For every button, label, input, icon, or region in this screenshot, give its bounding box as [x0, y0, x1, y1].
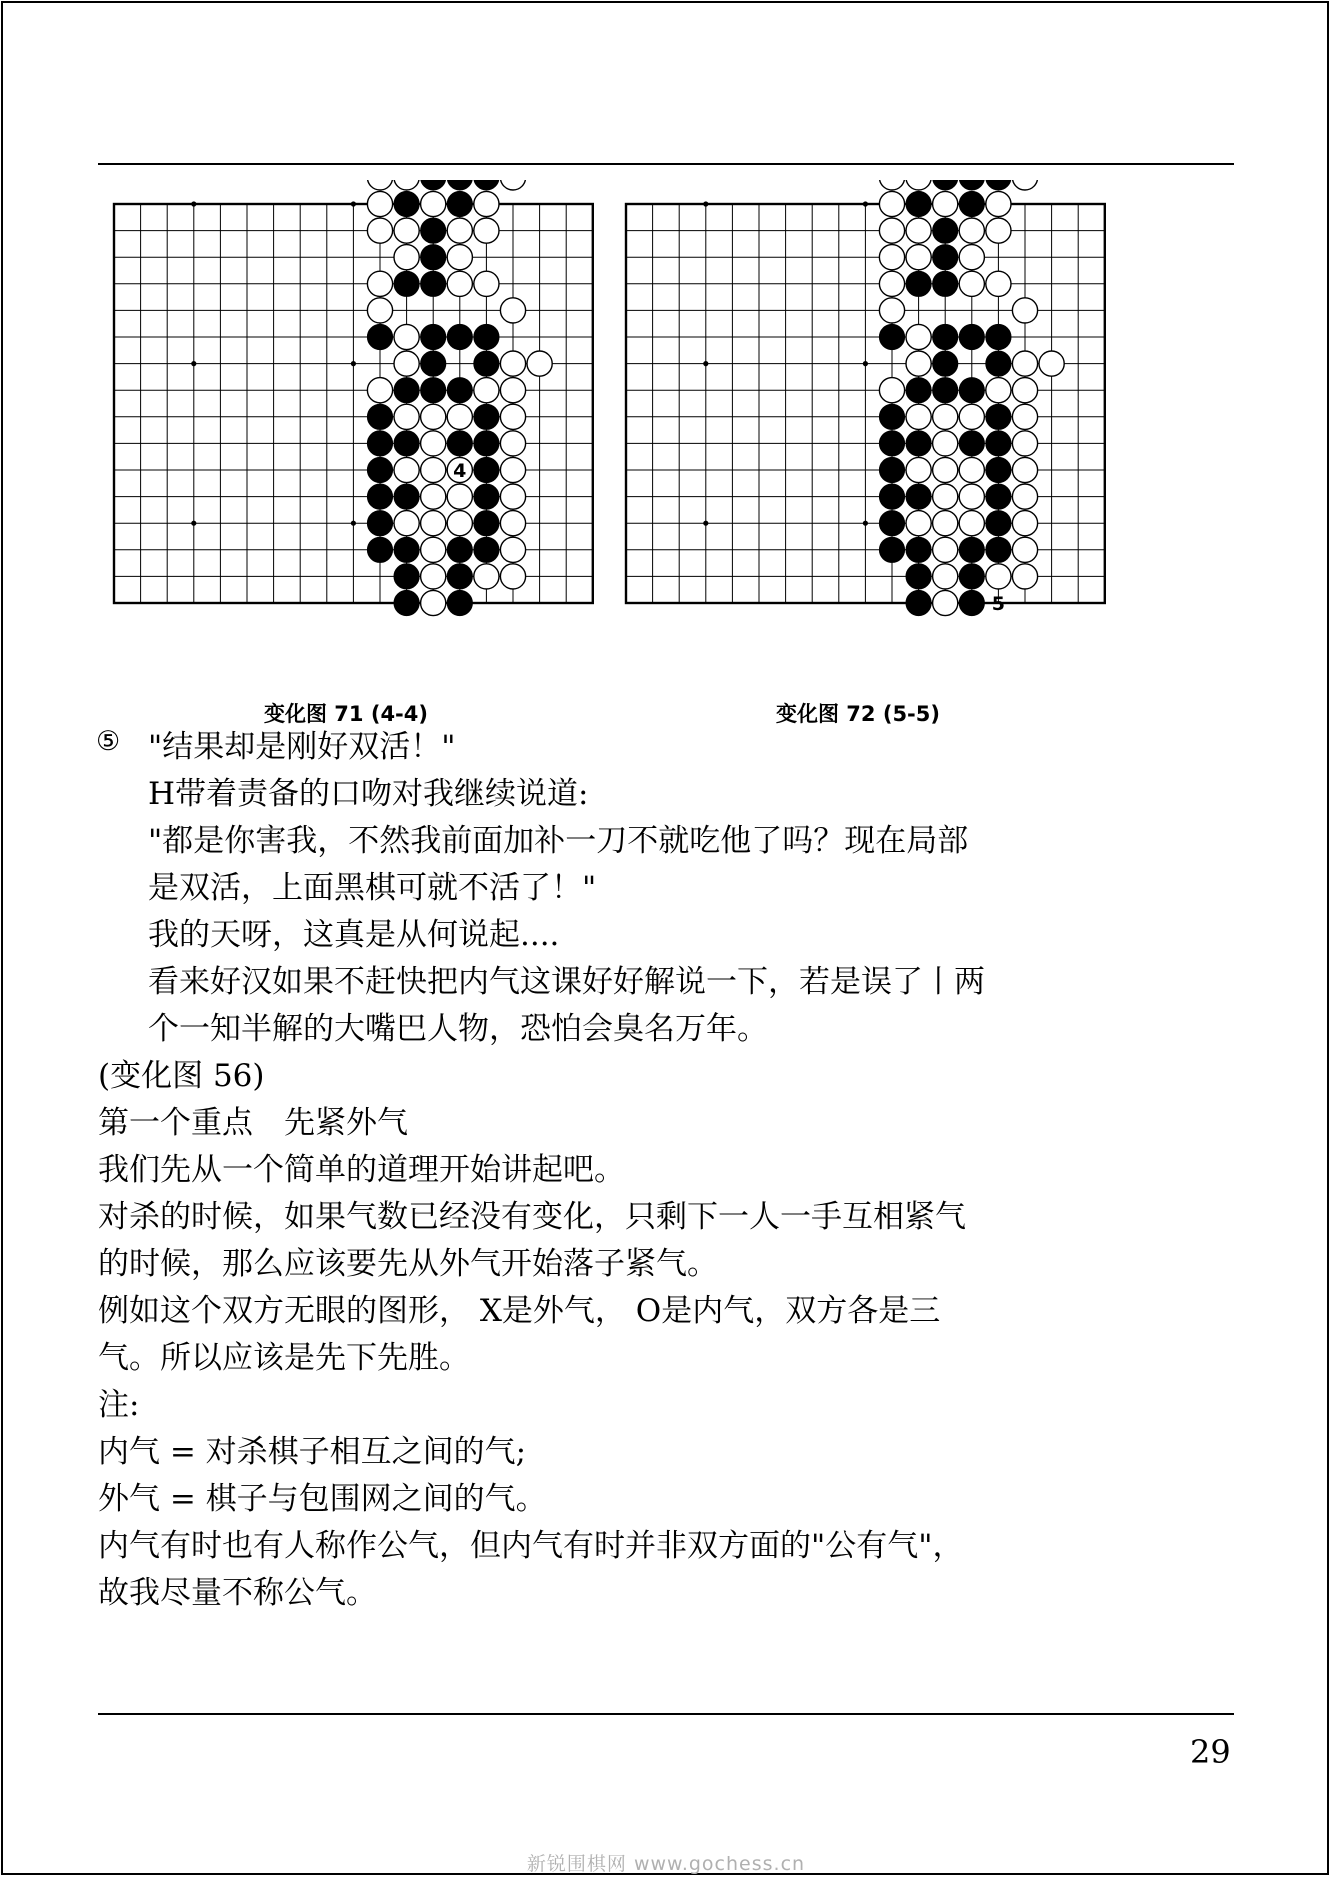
white-stone [933, 564, 958, 589]
white-stone [447, 484, 472, 509]
black-stone [421, 378, 446, 403]
white-stone [500, 431, 525, 456]
black-stone [447, 191, 472, 216]
white-stone [421, 564, 446, 589]
top-rule [98, 163, 1234, 165]
black-stone [474, 351, 499, 376]
white-stone [959, 457, 984, 482]
black-stone [367, 324, 392, 349]
star-point [191, 521, 196, 526]
white-stone [367, 271, 392, 296]
white-stone [879, 245, 904, 270]
black-stone [906, 484, 931, 509]
black-stone [367, 457, 392, 482]
white-stone [394, 457, 419, 482]
body-line: 例如这个双方无眼的图形， X是外气， O是内气，双方各是三 [98, 1293, 941, 1329]
white-stone [906, 180, 931, 190]
black-stone [986, 180, 1011, 190]
black-stone [986, 351, 1011, 376]
black-stone [474, 511, 499, 536]
go-board-figure-71 [98, 180, 598, 692]
body-line: 我们先从一个简单的道理开始讲起吧。 [98, 1152, 625, 1188]
black-stone [447, 431, 472, 456]
white-stone [986, 271, 1011, 296]
white-stone [447, 271, 472, 296]
black-stone [986, 484, 1011, 509]
black-stone [367, 537, 392, 562]
black-stone [421, 324, 446, 349]
body-line: 故我尽量不称公气。 [98, 1575, 377, 1611]
white-stone [906, 511, 931, 536]
black-stone [367, 431, 392, 456]
body-line: 的时候，那么应该要先从外气开始落子紧气。 [98, 1246, 718, 1282]
star-point [351, 201, 356, 206]
white-stone [959, 218, 984, 243]
white-stone [367, 298, 392, 323]
black-stone [394, 537, 419, 562]
star-point [351, 361, 356, 366]
white-stone [959, 404, 984, 429]
white-stone [986, 564, 1011, 589]
star-point [703, 521, 708, 526]
white-stone [959, 271, 984, 296]
black-stone [394, 271, 419, 296]
white-stone [367, 191, 392, 216]
white-stone [500, 564, 525, 589]
black-stone [394, 564, 419, 589]
white-stone [394, 404, 419, 429]
note-label: 注: [98, 1387, 140, 1423]
white-stone [1012, 564, 1037, 589]
body-line: 内气有时也有人称作公气，但内气有时并非双方面的"公有气"， [98, 1528, 964, 1564]
black-stone [367, 404, 392, 429]
white-stone [906, 324, 931, 349]
black-stone [906, 564, 931, 589]
definition-line: 内气 = 对杀棋子相互之间的气; [98, 1434, 527, 1470]
white-stone [906, 457, 931, 482]
white-stone [394, 511, 419, 536]
black-stone [447, 180, 472, 190]
narration-line: 个一知半解的大嘴巴人物，恐怕会臭名万年。 [148, 1011, 768, 1047]
black-stone [959, 180, 984, 190]
white-stone [527, 351, 552, 376]
white-stone [500, 537, 525, 562]
black-stone [447, 564, 472, 589]
white-stone [879, 180, 904, 190]
white-stone [1039, 351, 1064, 376]
white-stone [879, 218, 904, 243]
white-stone [367, 218, 392, 243]
body-line: 气。所以应该是先下先胜。 [98, 1340, 470, 1376]
black-stone [474, 484, 499, 509]
section-heading: 第一个重点 先紧外气 [98, 1105, 408, 1141]
black-stone [933, 271, 958, 296]
star-point [863, 521, 868, 526]
white-stone [474, 564, 499, 589]
white-stone [933, 511, 958, 536]
black-stone [421, 271, 446, 296]
black-stone [986, 511, 1011, 536]
go-board-figure-72 [610, 180, 1110, 692]
black-stone [959, 537, 984, 562]
white-stone [986, 378, 1011, 403]
white-stone [879, 271, 904, 296]
white-stone [447, 245, 472, 270]
white-stone [1012, 431, 1037, 456]
black-stone [959, 378, 984, 403]
white-stone [1012, 511, 1037, 536]
black-stone [959, 324, 984, 349]
white-stone [1012, 298, 1037, 323]
black-stone [421, 180, 446, 190]
white-stone [1012, 180, 1037, 190]
black-stone [933, 180, 958, 190]
white-stone [500, 180, 525, 190]
white-stone [474, 271, 499, 296]
white-stone [1012, 378, 1037, 403]
white-stone [1012, 457, 1037, 482]
black-stone [986, 431, 1011, 456]
narration-line: 我的天呀，这真是从何说起.... [148, 917, 560, 953]
white-stone [500, 378, 525, 403]
black-stone [879, 537, 904, 562]
white-stone [500, 404, 525, 429]
star-point [863, 361, 868, 366]
white-stone [421, 537, 446, 562]
white-stone [500, 351, 525, 376]
black-stone [906, 191, 931, 216]
star-point [191, 361, 196, 366]
black-stone [986, 457, 1011, 482]
white-stone [474, 378, 499, 403]
white-stone [447, 218, 472, 243]
black-stone [933, 324, 958, 349]
move-number-label: 4 [453, 460, 467, 482]
black-stone [906, 271, 931, 296]
black-stone [474, 404, 499, 429]
black-stone [447, 590, 472, 615]
white-stone [906, 218, 931, 243]
page-number: 29 [1190, 1733, 1231, 1771]
black-stone [367, 511, 392, 536]
white-stone [394, 245, 419, 270]
white-stone [421, 457, 446, 482]
black-stone [933, 351, 958, 376]
white-stone [959, 484, 984, 509]
bottom-rule [98, 1713, 1234, 1715]
white-stone [933, 457, 958, 482]
black-stone [394, 191, 419, 216]
black-stone [394, 378, 419, 403]
black-stone [933, 378, 958, 403]
black-stone [906, 378, 931, 403]
black-stone [474, 431, 499, 456]
black-stone [959, 564, 984, 589]
black-stone [879, 404, 904, 429]
black-stone [474, 324, 499, 349]
black-stone [474, 457, 499, 482]
white-stone [421, 431, 446, 456]
white-stone [421, 511, 446, 536]
black-stone [986, 324, 1011, 349]
white-stone [367, 378, 392, 403]
white-stone [447, 511, 472, 536]
black-stone [986, 537, 1011, 562]
body-line: 对杀的时候，如果气数已经没有变化，只剩下一人一手互相紧气 [98, 1199, 966, 1235]
black-stone [421, 245, 446, 270]
black-stone [367, 484, 392, 509]
black-stone [933, 218, 958, 243]
white-stone [933, 537, 958, 562]
white-stone [421, 404, 446, 429]
white-stone [879, 378, 904, 403]
white-stone [500, 457, 525, 482]
figure-71-caption: 变化图 71 (4-4) [264, 702, 428, 726]
white-stone [933, 431, 958, 456]
narration-line: 看来好汉如果不赶快把内气这课好好解说一下，若是误了丨两 [148, 964, 985, 1000]
black-stone [394, 590, 419, 615]
white-stone [879, 191, 904, 216]
dialogue-line: 是双活，上面黑棋可就不活了！" [148, 870, 597, 906]
figure-72-caption: 变化图 72 (5-5) [776, 702, 940, 726]
white-stone [500, 484, 525, 509]
white-stone [500, 511, 525, 536]
black-stone [879, 324, 904, 349]
white-stone [906, 245, 931, 270]
black-stone [474, 180, 499, 190]
black-stone [879, 484, 904, 509]
black-stone [421, 218, 446, 243]
star-point [703, 201, 708, 206]
white-stone [1012, 484, 1037, 509]
white-stone [367, 180, 392, 190]
white-stone [906, 404, 931, 429]
white-stone [474, 191, 499, 216]
white-stone [1012, 537, 1037, 562]
black-stone [447, 324, 472, 349]
white-stone [421, 191, 446, 216]
white-stone [986, 218, 1011, 243]
dialogue-line: "都是你害我，不然我前面加补一刀不就吃他了吗？现在局部 [148, 823, 969, 859]
figure-reference: (变化图 56) [98, 1058, 265, 1094]
black-stone [879, 431, 904, 456]
white-stone [906, 351, 931, 376]
black-stone [959, 590, 984, 615]
white-stone [933, 484, 958, 509]
white-stone [394, 324, 419, 349]
white-stone [933, 404, 958, 429]
white-stone [394, 218, 419, 243]
star-point [703, 361, 708, 366]
black-stone [879, 457, 904, 482]
black-stone [959, 431, 984, 456]
star-point [191, 201, 196, 206]
white-stone [1012, 404, 1037, 429]
white-stone [959, 511, 984, 536]
black-stone [906, 590, 931, 615]
dialogue-line: "结果却是刚好双活！" [148, 729, 456, 765]
white-stone [474, 218, 499, 243]
black-stone [447, 378, 472, 403]
black-stone [394, 484, 419, 509]
white-stone [421, 590, 446, 615]
black-stone [906, 431, 931, 456]
black-stone [879, 511, 904, 536]
white-stone [959, 245, 984, 270]
white-stone [933, 590, 958, 615]
white-stone [879, 298, 904, 323]
white-stone [500, 298, 525, 323]
definition-line: 外气 = 棋子与包围网之间的气。 [98, 1481, 547, 1517]
narration-line: H带着责备的口吻对我继续说道: [148, 776, 589, 812]
star-point [863, 201, 868, 206]
move-number-label: 5 [991, 593, 1006, 615]
black-stone [474, 537, 499, 562]
white-stone [986, 191, 1011, 216]
watermark: 新锐围棋网 www.gochess.cn [526, 1853, 806, 1875]
black-stone [959, 191, 984, 216]
black-stone [933, 245, 958, 270]
white-stone [394, 180, 419, 190]
paragraph-marker: ⑤ [96, 726, 121, 757]
white-stone [1012, 351, 1037, 376]
black-stone [447, 537, 472, 562]
white-stone [421, 484, 446, 509]
black-stone [421, 351, 446, 376]
white-stone [394, 351, 419, 376]
black-stone [906, 537, 931, 562]
black-stone [394, 431, 419, 456]
black-stone [986, 404, 1011, 429]
star-point [351, 521, 356, 526]
white-stone [447, 404, 472, 429]
white-stone [933, 191, 958, 216]
